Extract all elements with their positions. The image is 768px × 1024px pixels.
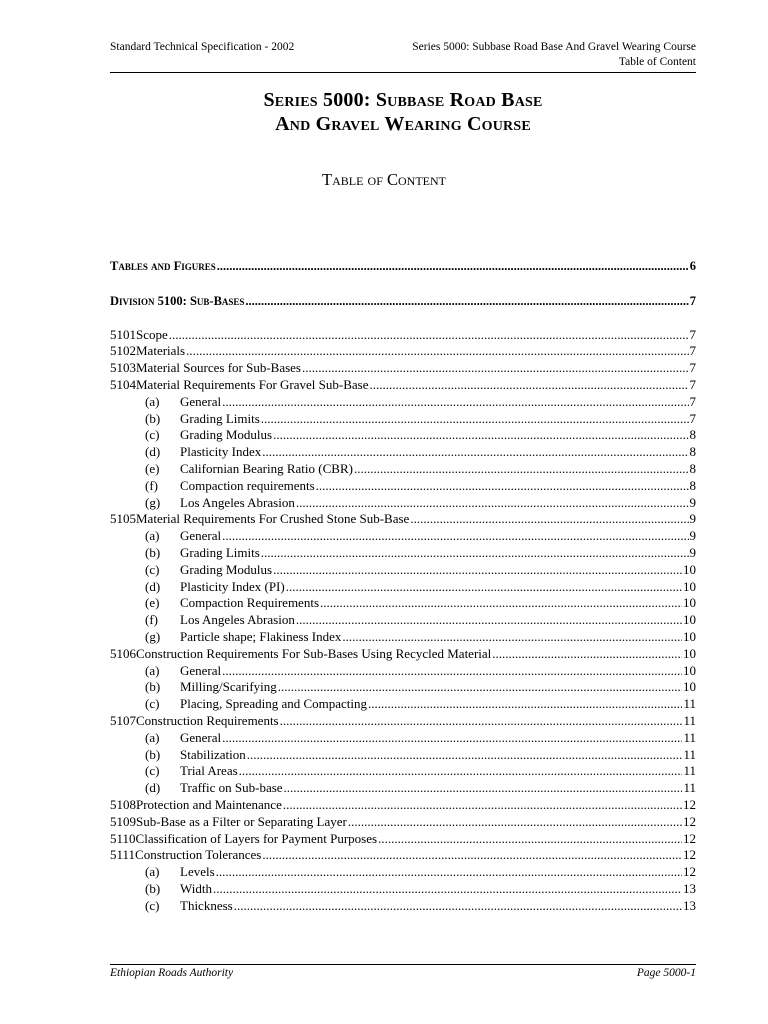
toc-entry-page: 10	[683, 612, 696, 628]
header-series-title	[412, 40, 696, 70]
toc-entry-page: 9	[689, 528, 696, 544]
toc-entry-page: 10	[683, 595, 696, 611]
leader-dots	[222, 663, 682, 680]
toc-entry-page: 7	[689, 360, 696, 376]
toc-entry-label: Trial Areas	[180, 763, 238, 779]
leader-dots	[222, 528, 688, 545]
toc-entry-number: 5101	[110, 326, 136, 342]
toc-entry-label: General	[180, 393, 222, 409]
toc-entry[interactable]	[110, 646, 696, 663]
toc-entry-label: Los Angeles Abrasion	[180, 494, 295, 510]
title-line-2: And Gravel Wearing Course	[275, 113, 531, 135]
toc-entry[interactable]	[110, 814, 696, 831]
toc-entry-list	[110, 327, 696, 915]
leader-dots	[368, 696, 682, 713]
toc-subentry[interactable]	[110, 461, 696, 478]
toc-subentry[interactable]	[110, 495, 696, 512]
toc-entry-page: 7	[689, 410, 696, 426]
toc-entry-page: 10	[683, 679, 696, 695]
leader-dots	[284, 780, 683, 797]
toc-entry-number: (f)	[145, 612, 158, 628]
toc-entry-number: (d)	[145, 578, 161, 594]
toc-subentry[interactable]	[110, 679, 696, 696]
toc-entry-label: General	[180, 729, 222, 745]
toc-entry-label: Tables and Figures	[110, 259, 216, 273]
toc-heading: Table of Content	[322, 170, 446, 189]
toc-entry-label: Width	[180, 880, 212, 896]
toc-entry-number: (e)	[145, 595, 160, 611]
toc-entry-label: Construction Requirements For Sub-Bases Using Recycled Material	[136, 645, 492, 661]
toc-entry-number: (c)	[145, 763, 160, 779]
leader-dots	[316, 478, 689, 495]
leader-dots	[222, 394, 688, 411]
toc-entry-page: 7	[689, 393, 696, 409]
toc-entry-number: (e)	[145, 460, 160, 476]
leader-dots	[261, 411, 689, 428]
toc-entry-label: General	[180, 662, 222, 678]
toc-entry-page: 6	[689, 259, 696, 273]
toc-entry-label: Levels	[180, 864, 215, 880]
toc-entry-label: Classification of Layers for Payment Purposes	[135, 830, 378, 846]
leader-dots	[286, 579, 682, 596]
toc-subentry[interactable]	[110, 881, 696, 898]
toc-entry-page: 7	[689, 293, 696, 308]
toc-entry-label: Los Angeles Abrasion	[180, 612, 295, 628]
toc-entry-label: Construction Requirements	[136, 712, 279, 728]
toc-entry-number: 5102	[110, 343, 136, 359]
toc-subentry[interactable]	[110, 629, 696, 646]
toc-entry-number: (c)	[145, 897, 160, 913]
toc-subentry[interactable]	[110, 545, 696, 562]
toc-entry-page: 10	[683, 628, 696, 644]
toc-entry-page: 9	[689, 494, 696, 510]
leader-dots	[222, 730, 682, 747]
toc-entry-label: Compaction requirements	[180, 477, 315, 493]
toc-entry-number: (a)	[145, 729, 160, 745]
toc-entry-page: 8	[689, 477, 696, 493]
toc-entry-label: Material Sources for Sub-Bases	[136, 360, 301, 376]
toc-tables-figures[interactable]	[110, 258, 696, 275]
footer-page-number: Page 5000-1	[636, 967, 696, 979]
toc-entry-label: Materials	[136, 343, 186, 359]
toc-subentry[interactable]	[110, 864, 696, 881]
toc-entry-page: 10	[683, 662, 696, 678]
toc-subentry[interactable]	[110, 427, 696, 444]
leader-dots	[302, 360, 689, 377]
toc-entry[interactable]	[110, 327, 696, 344]
toc-subentry[interactable]	[110, 562, 696, 579]
toc-entry-page: 11	[683, 746, 696, 762]
toc-entry-number: 5109	[110, 813, 136, 829]
toc-entry-number: (g)	[145, 628, 161, 644]
toc-entry-number: (b)	[145, 880, 161, 896]
toc-entry-page: 9	[689, 544, 696, 560]
toc-entry-number: (a)	[145, 662, 160, 678]
toc-entry-label: Stabilization	[180, 746, 246, 762]
leader-dots	[239, 763, 683, 780]
leader-dots	[216, 864, 682, 881]
leader-dots	[296, 495, 689, 512]
toc-entry-page: 7	[689, 376, 696, 392]
toc-subentry[interactable]	[110, 663, 696, 680]
toc-subentry[interactable]	[110, 579, 696, 596]
toc-entry-label: Grading Modulus	[180, 427, 273, 443]
toc-subentry[interactable]	[110, 898, 696, 915]
toc-entry[interactable]	[110, 713, 696, 730]
toc-entry-label: Placing, Spreading and Compacting	[180, 696, 368, 712]
toc-entry-label: Sub-Base as a Filter or Separating Layer	[136, 813, 347, 829]
leader-dots	[273, 562, 682, 579]
toc-entry[interactable]	[110, 360, 696, 377]
toc-subentry[interactable]	[110, 444, 696, 461]
leader-dots	[410, 511, 688, 528]
toc-subentry[interactable]	[110, 411, 696, 428]
toc-entry-page: 12	[683, 830, 696, 846]
header-toc-line: Table of Content	[618, 56, 696, 68]
leader-dots	[186, 343, 688, 360]
document-title	[110, 88, 696, 136]
toc-entry-page: 10	[683, 645, 696, 661]
toc-entry-number: (a)	[145, 528, 160, 544]
toc-entry-number: (c)	[145, 427, 160, 443]
toc-subentry[interactable]	[110, 730, 696, 747]
title-line-1: Series 5000: Subbase Road Base	[263, 89, 543, 111]
toc-entry-page: 13	[683, 897, 696, 913]
leader-dots	[348, 814, 682, 831]
toc-entry-label: Protection and Maintenance	[136, 796, 282, 812]
toc-entry-label: Compaction Requirements	[180, 595, 320, 611]
toc-entry-number: 5106	[110, 645, 136, 661]
toc-subentry[interactable]	[110, 696, 696, 713]
toc-entry-number: 5103	[110, 360, 136, 376]
toc-subentry[interactable]	[110, 595, 696, 612]
toc-subentry[interactable]	[110, 747, 696, 764]
toc-entry-number: 5108	[110, 796, 136, 812]
page-header	[110, 40, 696, 73]
toc-entry-page: 7	[689, 326, 696, 342]
toc-entry[interactable]	[110, 797, 696, 814]
toc-entry-label: Grading Limits	[180, 410, 260, 426]
toc-entry-number: (c)	[145, 696, 160, 712]
toc-entry-page: 10	[683, 578, 696, 594]
leader-dots	[247, 747, 683, 764]
leader-dots	[245, 293, 688, 310]
toc-entry-number: (f)	[145, 477, 158, 493]
toc-entry-label: Californian Bearing Ratio (CBR)	[180, 460, 353, 476]
toc-entry-page: 12	[683, 864, 696, 880]
toc-entry-page: 8	[689, 444, 696, 460]
toc-entry-label: Division 5100: Sub-Bases	[110, 293, 245, 308]
leader-dots	[213, 881, 682, 898]
footer-organization: Ethiopian Roads Authority	[110, 967, 234, 979]
toc-entry-number: (d)	[145, 780, 161, 796]
toc-entry-number: (d)	[145, 444, 161, 460]
leader-dots	[217, 258, 689, 275]
toc-entry-page: 10	[683, 561, 696, 577]
toc-subentry[interactable]	[110, 780, 696, 797]
toc-entry-page: 8	[689, 460, 696, 476]
leader-dots	[262, 847, 682, 864]
toc-entry-number: 5111	[110, 847, 136, 863]
toc-entry[interactable]	[110, 511, 696, 528]
toc-entry-number: (a)	[145, 864, 160, 880]
leader-dots	[280, 713, 683, 730]
toc-entry-number: 5105	[110, 511, 136, 527]
table-of-contents	[110, 258, 696, 914]
leader-dots	[278, 679, 682, 696]
leader-dots	[273, 427, 688, 444]
leader-dots	[296, 612, 682, 629]
toc-subentry[interactable]	[110, 394, 696, 411]
toc-entry-number: (b)	[145, 410, 161, 426]
header-series-line: Series 5000: Subbase Road Base And Gravel Wearing Course	[412, 41, 696, 53]
toc-entry[interactable]	[110, 377, 696, 394]
toc-entry-label: Scope	[136, 326, 168, 342]
leader-dots	[283, 797, 682, 814]
leader-dots	[261, 545, 689, 562]
toc-entry-label: Material Requirements For Gravel Sub-Base	[136, 376, 369, 392]
leader-dots	[320, 595, 682, 612]
leader-dots	[378, 831, 682, 848]
toc-entry-label: Plasticity Index	[180, 444, 262, 460]
toc-entry-page: 11	[683, 780, 696, 796]
toc-entry-number: (c)	[145, 561, 160, 577]
toc-entry-label: Material Requirements For Crushed Stone Sub-Base	[136, 511, 410, 527]
toc-entry[interactable]	[110, 847, 696, 864]
toc-entry-number: 5110	[110, 830, 136, 846]
leader-dots	[492, 646, 682, 663]
toc-entry-label: Grading Limits	[180, 544, 260, 560]
toc-entry-page: 11	[683, 696, 696, 712]
toc-entry-page: 7	[689, 343, 696, 359]
toc-subentry[interactable]	[110, 528, 696, 545]
toc-subentry[interactable]	[110, 478, 696, 495]
toc-entry-number: (g)	[145, 494, 161, 510]
toc-entry-page: 11	[683, 712, 696, 728]
toc-entry[interactable]	[110, 831, 696, 848]
toc-entry-number: 5107	[110, 712, 136, 728]
toc-entry-page: 12	[683, 813, 696, 829]
toc-entry-number: (b)	[145, 746, 161, 762]
toc-entry-label: Thickness	[180, 897, 233, 913]
toc-entry-label: General	[180, 528, 222, 544]
toc-entry-label: Grading Modulus	[180, 561, 273, 577]
toc-entry-number: 5104	[110, 376, 136, 392]
toc-entry-label: Construction Tolerances	[135, 847, 262, 863]
toc-entry[interactable]	[110, 343, 696, 360]
toc-entry-label: Particle shape; Flakiness Index	[180, 628, 342, 644]
toc-entry-page: 12	[683, 847, 696, 863]
leader-dots	[234, 898, 682, 915]
toc-division[interactable]	[110, 293, 696, 310]
toc-entry-number: (a)	[145, 393, 160, 409]
toc-entry-page: 9	[689, 511, 696, 527]
toc-entry-page: 12	[683, 796, 696, 812]
leader-dots	[370, 377, 689, 394]
toc-entry-label: Plasticity Index (PI)	[180, 578, 285, 594]
leader-dots	[169, 327, 689, 344]
leader-dots	[262, 444, 688, 461]
toc-entry-number: (b)	[145, 679, 161, 695]
toc-entry-page: 11	[683, 763, 696, 779]
toc-entry-page: 8	[689, 427, 696, 443]
toc-entry-number: (b)	[145, 544, 161, 560]
toc-entry-label: Traffic on Sub-base	[180, 780, 283, 796]
header-spec-title: Standard Technical Specification - 2002	[110, 41, 295, 53]
page-footer	[110, 964, 696, 979]
toc-entry-label: Milling/Scarifying	[180, 679, 277, 695]
leader-dots	[342, 629, 682, 646]
toc-entry-page: 13	[683, 880, 696, 896]
leader-dots	[354, 461, 689, 478]
toc-entry-page: 11	[683, 729, 696, 745]
toc-subentry[interactable]	[110, 763, 696, 780]
toc-subentry[interactable]	[110, 612, 696, 629]
